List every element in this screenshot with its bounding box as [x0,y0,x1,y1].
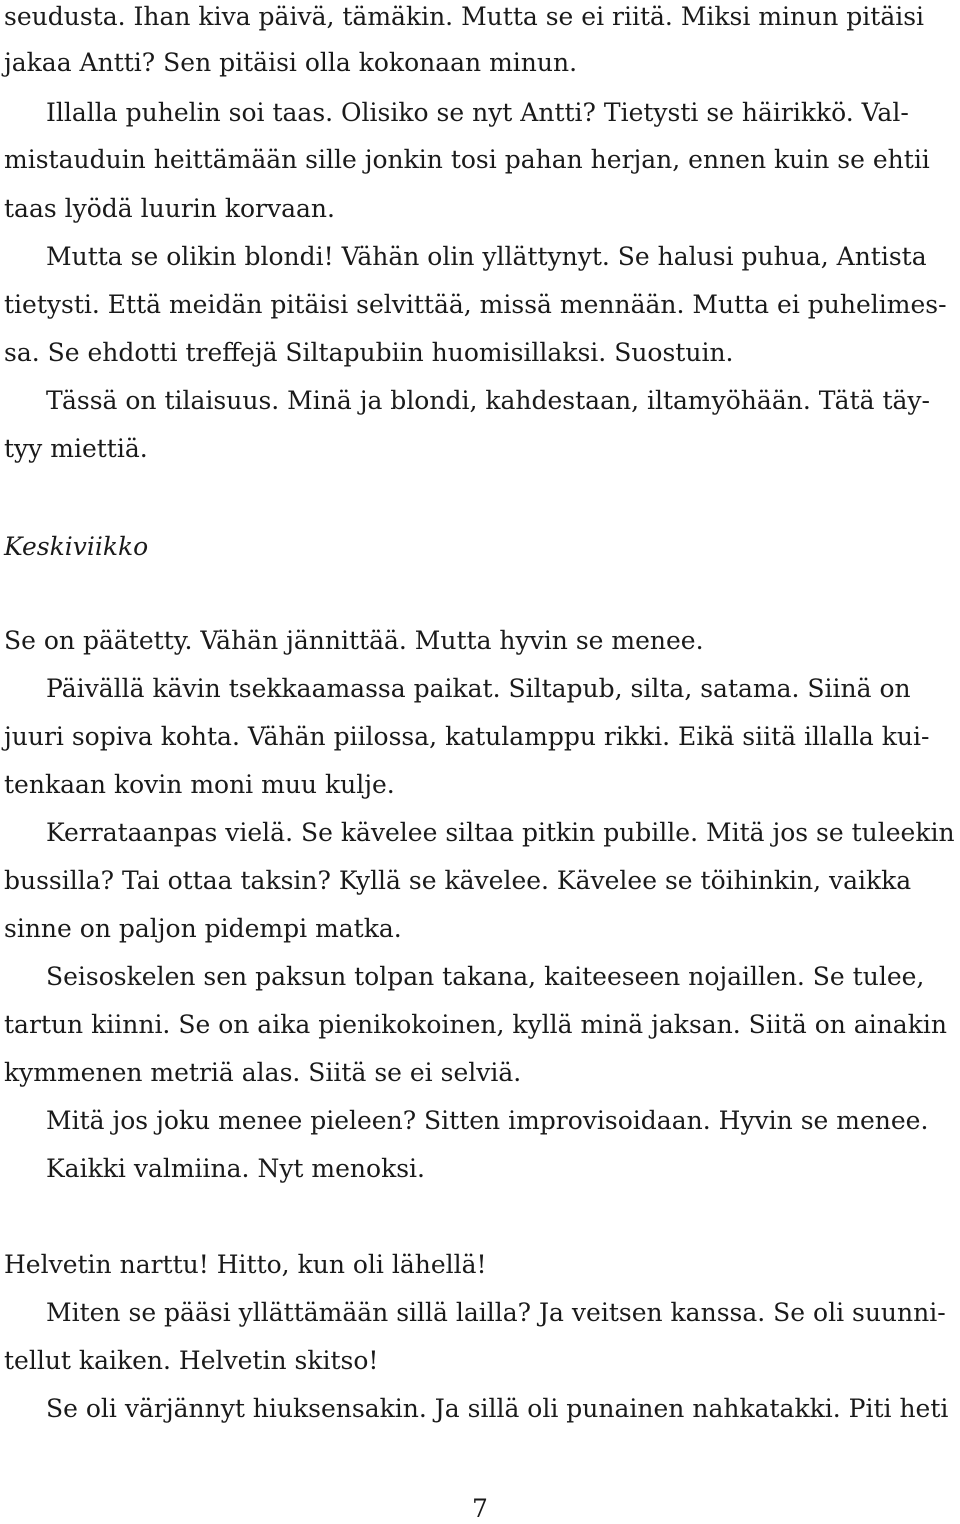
text-line: Illalla puhelin soi taas. Olisiko se nyt Antti? Tietysti se häirikkö. Val- [46,98,909,127]
text-line: juuri sopiva kohta. Vähän piilossa, katulamppu rikki. Eikä siitä illalla kui- [4,722,930,751]
text-line: sinne on paljon pidempi matka. [4,914,402,943]
text-line: Kaikki valmiina. Nyt menoksi. [46,1154,426,1183]
text-line: tellut kaiken. Helvetin skitso! [4,1346,379,1375]
text-line: Seisoskelen sen paksun tolpan takana, kaiteeseen nojaillen. Se tulee, [46,962,925,991]
text-line: bussilla? Tai ottaa taksin? Kyllä se kävelee. Kävelee se töihinkin, vaikka [4,866,912,895]
page-number: 7 [472,1494,488,1523]
text-line: Mitä jos joku menee pieleen? Sitten improvisoidaan. Hyvin se menee. [46,1106,929,1135]
text-line: kymmenen metriä alas. Siitä se ei selviä. [4,1058,522,1087]
text-line: Se oli värjännyt hiuksensakin. Ja sillä oli punainen nahkatakki. Piti heti [46,1394,949,1423]
text-line: Kerrataanpas vielä. Se kävelee siltaa pitkin pubille. Mitä jos se tuleekin [46,818,955,847]
text-line: mistauduin heittämään sille jonkin tosi pahan herjan, ennen kuin se ehtii [4,145,930,174]
text-line: jakaa Antti? Sen pitäisi olla kokonaan minun. [4,48,578,77]
text-line: Päivällä kävin tsekkaamassa paikat. Siltapub, silta, satama. Siinä on [46,674,911,703]
text-line: Miten se pääsi yllättämään sillä lailla? Ja veitsen kanssa. Se oli suunni- [46,1298,946,1327]
text-line: seudusta. Ihan kiva päivä, tämäkin. Mutta se ei riitä. Miksi minun pitäisi [4,2,925,31]
text-line: tyy miettiä. [4,434,148,463]
text-line: tenkaan kovin moni muu kulje. [4,770,395,799]
text-line: tietysti. Että meidän pitäisi selvittää, missä mennään. Mutta ei puhelimes- [4,290,947,319]
text-line: sa. Se ehdotti treffejä Siltapubiin huomisillaksi. Suostuin. [4,338,734,367]
text-line: Tässä on tilaisuus. Minä ja blondi, kahdestaan, iltamyöhään. Tätä täy- [46,386,930,415]
text-line: taas lyödä luurin korvaan. [4,194,335,223]
section-heading: Keskiviikko [4,532,149,561]
text-line: Se on päätetty. Vähän jännittää. Mutta hyvin se menee. [4,626,704,655]
text-line: Mutta se olikin blondi! Vähän olin yllättynyt. Se halusi puhua, Antista [46,242,927,271]
text-line: tartun kiinni. Se on aika pienikokoinen, kyllä minä jaksan. Siitä on ainakin [4,1010,947,1039]
text-line: Helvetin narttu! Hitto, kun oli lähellä! [4,1250,487,1279]
